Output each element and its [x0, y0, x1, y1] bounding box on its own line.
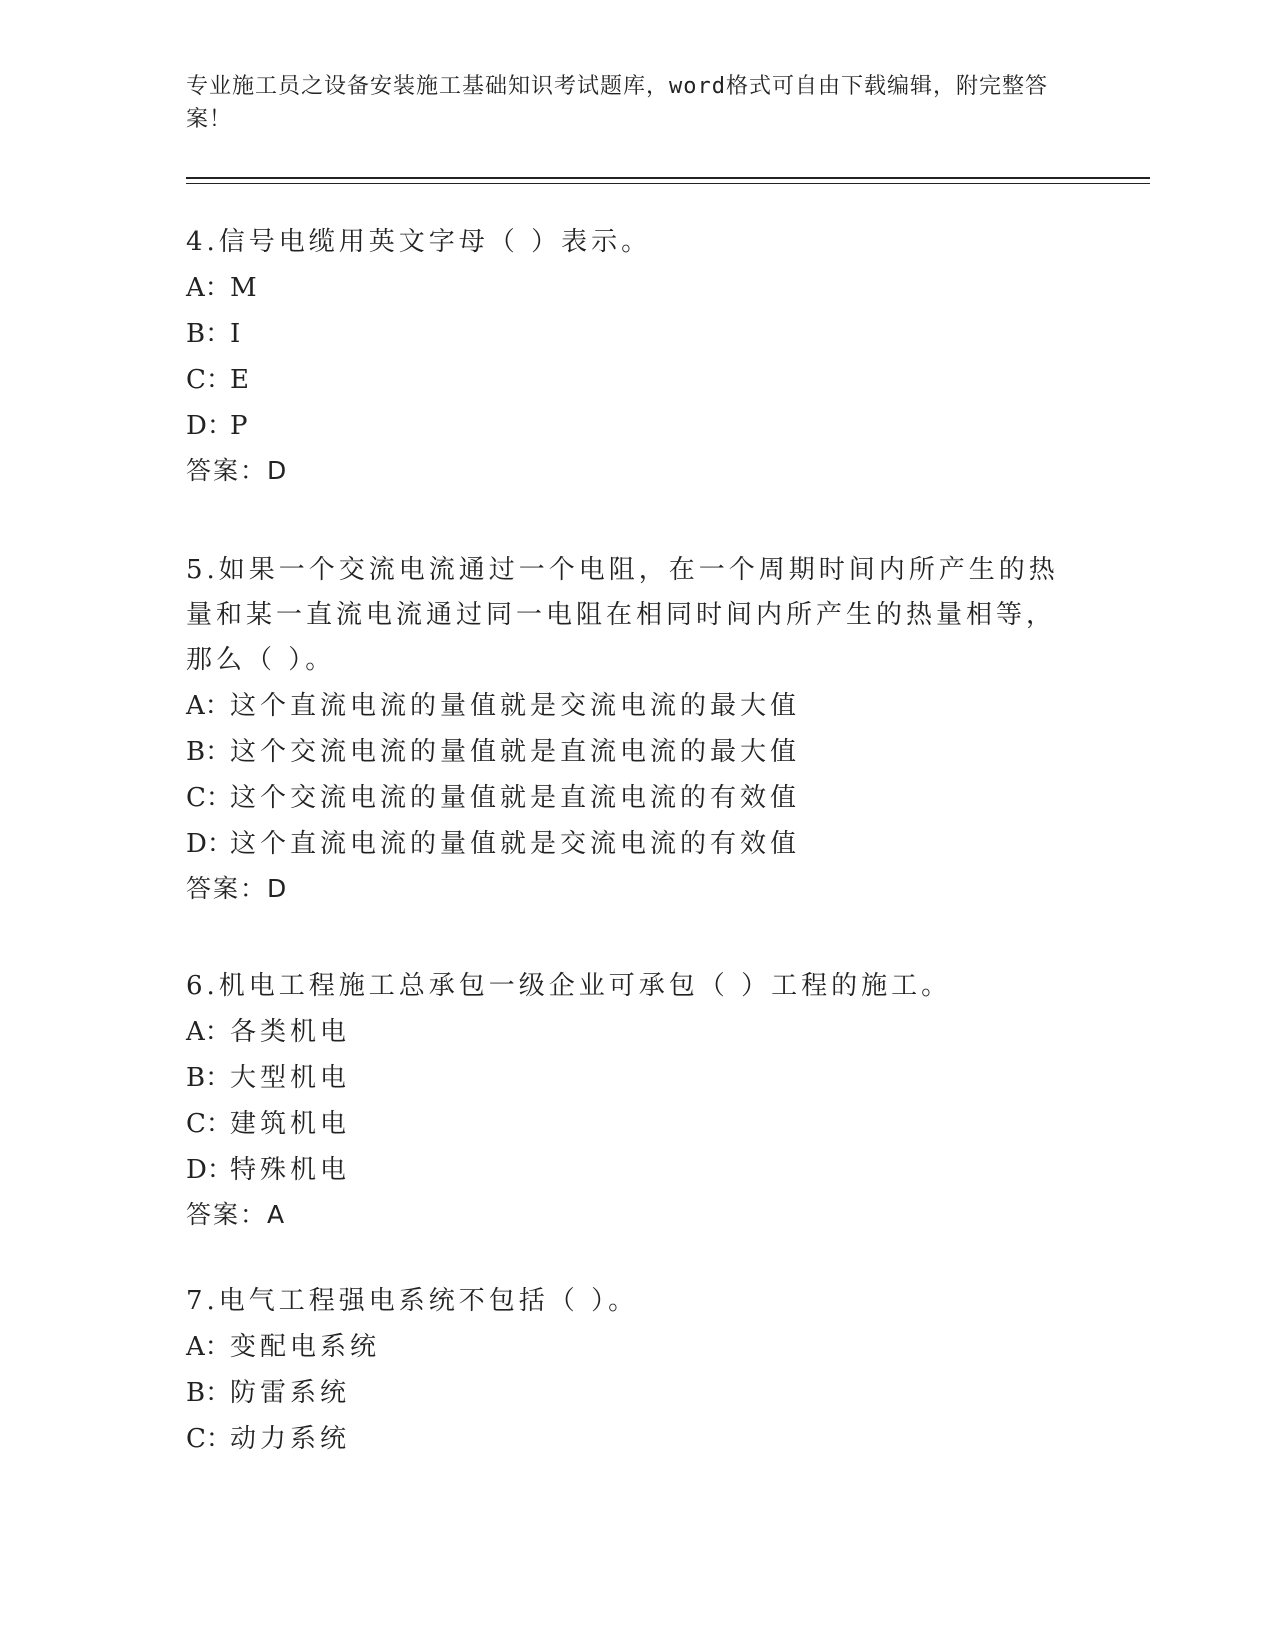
question-7 — [186, 1279, 1066, 1462]
document-header: 专业施工员之设备安装施工基础知识考试题库，word格式可自由下载编辑，附完整答案！ — [186, 74, 1048, 132]
option-d — [186, 403, 1066, 449]
option-c — [186, 1101, 1066, 1147]
question-stem: 4.信号电缆用英文字母（ ）表示。 — [186, 227, 652, 257]
option-key: A： — [186, 273, 231, 303]
option-text: 动力系统 — [230, 1424, 351, 1454]
question-5 — [186, 548, 1066, 911]
option-key: A： — [186, 1332, 231, 1362]
option-b — [186, 1055, 1066, 1101]
option-c — [186, 1416, 1066, 1462]
option-text: I — [230, 319, 245, 349]
question-stem: 6.机电工程施工总承包一级企业可承包（ ）工程的施工。 — [186, 971, 952, 1001]
option-b — [186, 729, 1066, 775]
answer-line: 答案：A — [186, 1200, 287, 1229]
option-key: B： — [186, 319, 232, 349]
option-key: A： — [186, 1017, 231, 1047]
option-key: C： — [186, 1109, 232, 1139]
option-text: 各类机电 — [230, 1017, 351, 1047]
option-key: C： — [186, 1424, 232, 1454]
option-text: 防雷系统 — [230, 1378, 351, 1408]
option-a — [186, 683, 1066, 729]
option-text: 这个直流电流的量值就是交流电流的有效值 — [230, 829, 801, 859]
option-key: B： — [186, 1378, 232, 1408]
option-text: 这个交流电流的量值就是直流电流的最大值 — [230, 737, 801, 767]
option-a — [186, 1324, 1066, 1370]
option-text: 这个交流电流的量值就是直流电流的有效值 — [230, 783, 801, 813]
option-text: 变配电系统 — [230, 1332, 381, 1362]
option-text: M — [230, 273, 261, 303]
option-d — [186, 821, 1066, 867]
option-text: 这个直流电流的量值就是交流电流的最大值 — [230, 691, 801, 721]
option-text: 建筑机电 — [230, 1109, 351, 1139]
option-key: B： — [186, 1063, 232, 1093]
option-key: B： — [186, 737, 232, 767]
question-stem: 5.如果一个交流电流通过一个电阻，在一个周期时间内所产生的热量和某一直流电流通过同一电阻在相同时间内所产生的热量相等，那么（ ）。 — [186, 555, 1059, 675]
option-a — [186, 1009, 1066, 1055]
option-d — [186, 1147, 1066, 1193]
option-key: D： — [186, 411, 233, 441]
option-key: D： — [186, 1155, 233, 1185]
header-divider-thin — [186, 183, 1150, 184]
question-4 — [186, 220, 1066, 493]
option-b — [186, 311, 1066, 357]
option-text: 特殊机电 — [230, 1155, 351, 1185]
option-key: C： — [186, 783, 232, 813]
option-c — [186, 775, 1066, 821]
option-key: A： — [186, 691, 231, 721]
answer-line: 答案：D — [186, 874, 289, 903]
option-text: 大型机电 — [230, 1063, 351, 1093]
option-a — [186, 265, 1066, 311]
option-text: P — [230, 411, 252, 441]
option-key: D： — [186, 829, 233, 859]
question-stem: 7.电气工程强电系统不包括（ ）。 — [186, 1286, 639, 1316]
option-c — [186, 357, 1066, 403]
header-divider-thick — [186, 177, 1150, 179]
option-text: E — [230, 365, 253, 395]
question-6 — [186, 964, 1066, 1237]
answer-line: 答案：D — [186, 456, 289, 485]
option-b — [186, 1370, 1066, 1416]
option-key: C： — [186, 365, 232, 395]
